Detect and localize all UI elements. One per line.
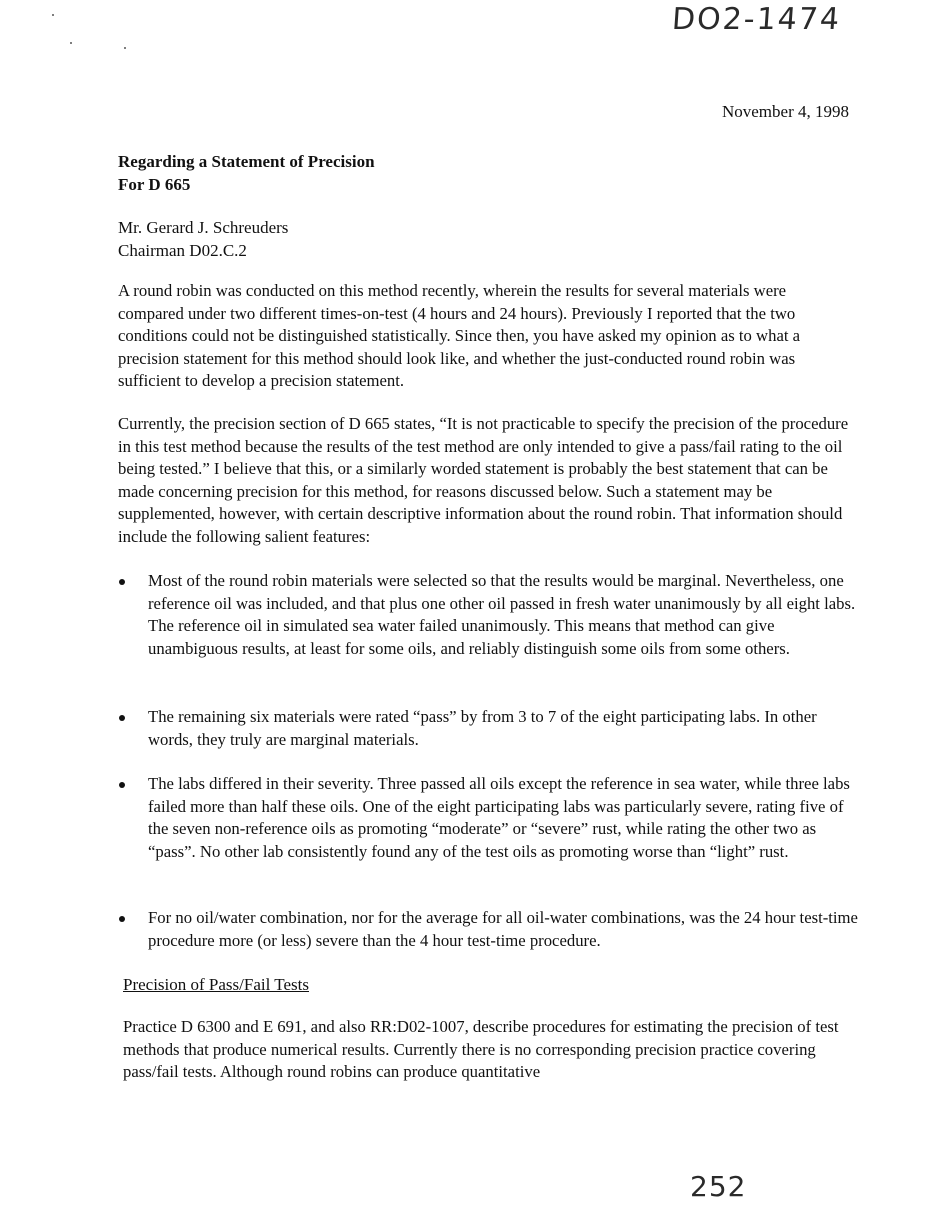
list-item-text: The labs differed in their severity. Three passed all oils except the reference in sea water, while three labs failed more than half these oils. One of the eight participating labs was particularly severe, rating five of the seven non-reference oils as promoting “moderate” or “severe” rust, while rating the other two as “pass”. No other lab consistently found any of the test oils as promoting worse than “light” rust. <box>148 774 850 861</box>
bullet-icon <box>119 715 125 721</box>
handwritten-document-number: DO2-1474 <box>670 2 843 37</box>
bullet-icon <box>119 579 125 585</box>
list-item-text: For no oil/water combination, nor for the average for all oil-water combinations, was the 24 hour test-time procedure more (or less) severe than the 4 hour test-time procedure. <box>148 908 858 950</box>
section-heading: Precision of Pass/Fail Tests <box>123 975 309 994</box>
subject-line-1: Regarding a Statement of Precision <box>118 152 375 171</box>
bullet-icon <box>119 916 125 922</box>
letter-date: November 4, 1998 <box>721 102 849 121</box>
subject-line-2: For D 665 <box>118 175 191 194</box>
subject-heading <box>118 150 375 196</box>
page-number: 252 <box>690 1170 747 1203</box>
paragraph-practice: Practice D 6300 and E 691, and also RR:D02-1007, describe procedures for estimating the precision of test methods that produce numerical results. Currently there is no corresponding precision practice covering pass/fail tests. Although round robins can produce quantitative <box>123 1017 839 1081</box>
list-item-text: Most of the round robin materials were selected so that the results would be marginal. Nevertheless, one reference oil was included, and that plus one other oil passed in fresh water unanimously by all eight labs. The reference oil in simulated sea water failed unanimously. This means that method can give unambiguous results, at least for some oils, and reliably distinguish some oils from some others. <box>148 571 856 658</box>
scan-speck <box>70 42 72 44</box>
addressee-block <box>118 216 288 262</box>
scan-speck <box>124 47 126 49</box>
addressee-title: Chairman D02.C.2 <box>118 241 247 260</box>
bullet-icon <box>119 782 125 788</box>
addressee-name: Mr. Gerard J. Schreuders <box>118 218 289 237</box>
paragraph-current-precision: Currently, the precision section of D 665 states, “It is not practicable to specify the precision of the procedure in this test method because the results of the test method are only intended to give a pass/fail rating to the oil being tested.” I believe that this, or a similarly worded statement is probably the best statement that can be made concerning precision for this method, for reasons discussed below. Such a statement may be supplemented, however, with certain descriptive information about the round robin. That information should include the following salient features: <box>118 414 849 546</box>
list-item-text: The remaining six materials were rated “pass” by from 3 to 7 of the eight participating labs. In other words, they truly are marginal materials. <box>148 707 817 749</box>
paragraph-intro: A round robin was conducted on this method recently, wherein the results for several materials were compared under two different times-on-test (4 hours and 24 hours). Previously I reported that the two conditions could not be distinguished statistically. Since then, you have asked my opinion as to what a precision statement for this method should look like, and whether the just-conducted round robin was sufficient to develop a precision statement. <box>118 281 801 390</box>
scan-speck <box>52 14 54 16</box>
